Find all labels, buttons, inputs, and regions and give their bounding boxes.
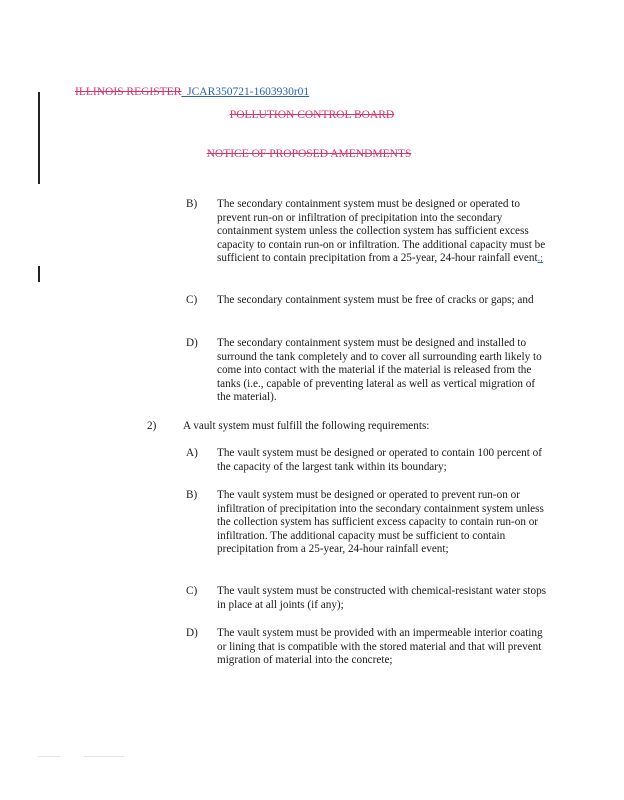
footer-mark: [38, 756, 60, 757]
register-header: [75, 86, 309, 98]
item-label: B): [186, 489, 198, 501]
item-text: The secondary containment system must be free of cracks or gaps; and: [217, 294, 534, 306]
register-struck-text: ILLINOIS REGISTER: [75, 86, 182, 98]
item-text: The secondary containment system must be designed and installed to surround the tank completely and to cover all surrounding earth likely to come into contact with the material if the material is released from the tanks (i.e., capable of preventing lateral as well as vertical migration of the material).: [217, 337, 542, 404]
item-label: C): [186, 585, 198, 597]
item-text: A vault system must fulfill the following requirements:: [183, 420, 430, 432]
item-text: The secondary containment system must be designed or operated to prevent run-on or infiltration of precipitation into the secondary containment system unless the collection system has sufficient excess capacity to contain run-on or infiltration. The additional capacity must be sufficient to contain precipitation from a 25-year, 24-hour rainfall event.;: [217, 198, 546, 265]
register-inserted-text: JCAR350721-1603930r01: [187, 86, 310, 98]
item-text: The vault system must be constructed with chemical-resistant water stops in place at all joints (if any);: [217, 585, 547, 611]
notice-struck-text: NOTICE OF PROPOSED AMENDMENTS: [206, 148, 412, 160]
board-header: [0, 109, 624, 121]
change-bar: [38, 266, 40, 282]
notice-header: [0, 148, 621, 160]
item-text: The vault system must be provided with an impermeable interior coating or lining that is compatible with the stored material and that will prevent migration of material into the concrete;: [217, 627, 543, 667]
item-label: D): [186, 627, 198, 639]
item-text: The vault system must be designed or operated to contain 100 percent of the capacity of the largest tank within its boundary;: [217, 447, 542, 473]
board-struck-text: POLLUTION CONTROL BOARD: [229, 109, 395, 121]
item-label: C): [186, 294, 198, 306]
change-bar: [38, 92, 40, 184]
item-label: B): [186, 198, 198, 210]
item-label: A): [186, 447, 198, 459]
item-label: D): [186, 337, 198, 349]
item-text: The vault system must be designed or operated to prevent run-on or infiltration of precipitation into the secondary containment system unless the collection system has sufficient excess capacity to contain run-on or infiltration. The additional capacity must be sufficient to contain precipitation from a 25-year, 24-hour rainfall event;: [217, 489, 544, 556]
item-label: 2): [147, 420, 157, 432]
footer-mark: [84, 756, 124, 757]
inserted-punctuation: .;: [537, 253, 543, 265]
